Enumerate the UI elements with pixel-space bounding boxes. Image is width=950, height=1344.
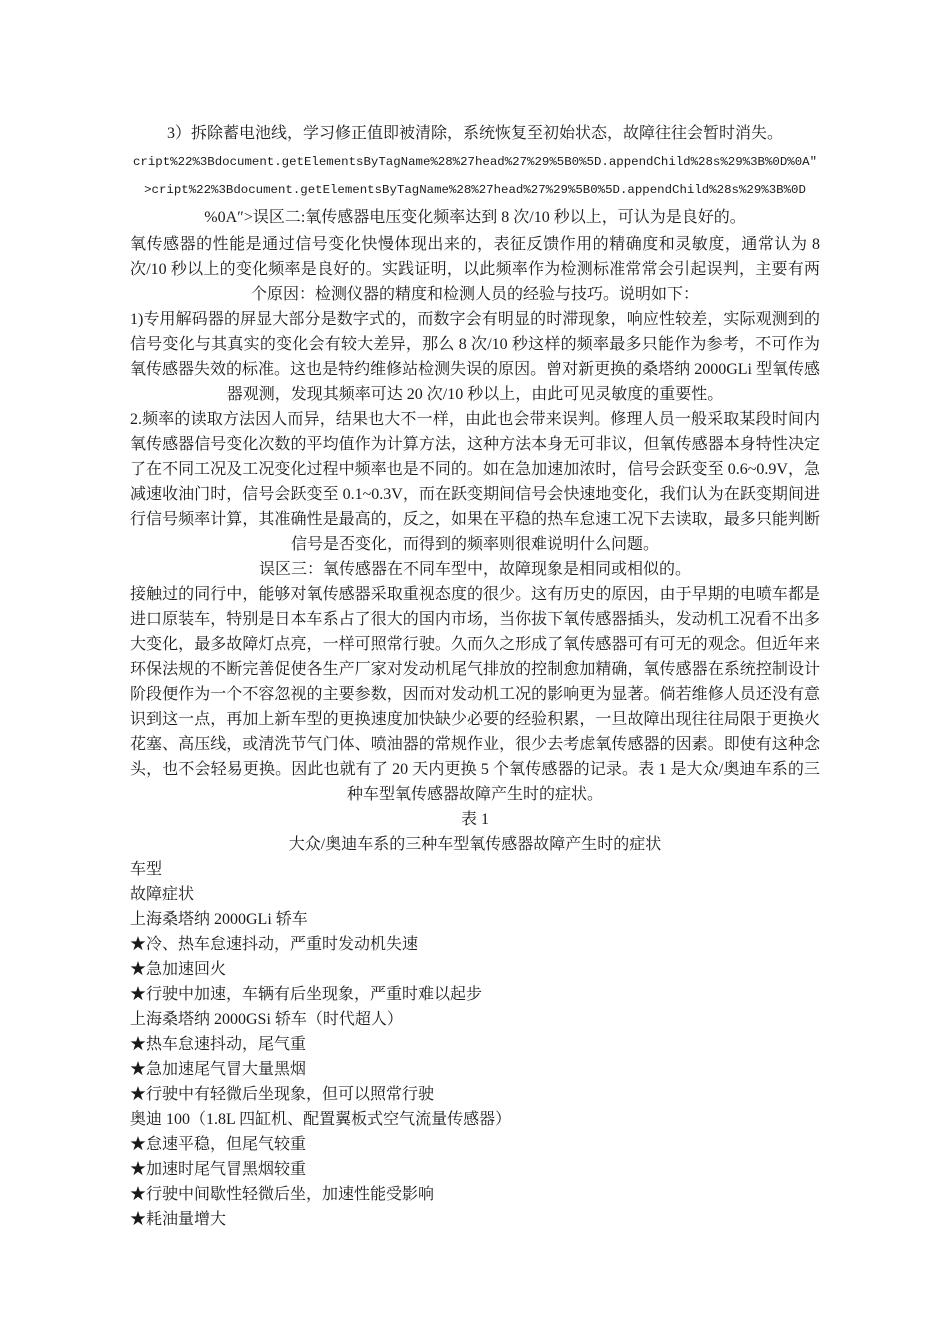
symptom-item: ★行驶中间歇性轻微后坐，加速性能受影响 (130, 1186, 435, 1203)
symptom-item: ★怠速平稳，但尾气较重 (130, 1136, 307, 1153)
symptom-item: ★耗油量增大 (130, 1211, 227, 1228)
column-header-symptom: 故障症状 (130, 886, 195, 903)
symptom-item: ★急加速回火 (130, 961, 227, 978)
symptom-item: ★急加速尾气冒大量黑烟 (130, 1061, 307, 1078)
symptom-table (130, 807, 820, 1232)
column-header-model: 车型 (130, 861, 163, 878)
row-model-santana-2000gsi: 上海桑塔纳 2000GSi 轿车（时代超人） (130, 1011, 403, 1028)
paragraph-battery-note: 3）拆除蓄电池线，学习修正值即被清除，系统恢复至初始状态，故障往往会暂时消失。 (166, 125, 783, 142)
symptom-item: ★冷、热车怠速抖动，严重时发动机失速 (130, 936, 419, 953)
article-body (130, 0, 820, 1232)
symptom-item: ★加速时尾气冒黑烟较重 (130, 1161, 307, 1178)
symptom-item: ★行驶中加速，车辆有后坐现象，严重时难以起步 (130, 986, 483, 1003)
heading-myth-2: %0A″>误区二:氧传感器电压变化频率达到 8 次/10 秒以上，可认为是良好的。 (204, 209, 746, 226)
symptom-item: ★行驶中有轻微后坐现象，但可以照常行驶 (130, 1086, 435, 1103)
row-model-audi-100: 奥迪 100（1.8L 四缸机、配置翼板式空气流量传感器） (130, 1111, 512, 1128)
paragraph-point-2-frequency: 2.频率的读取方法因人而异，结果也大不一样，由此也会带来误判。修理人员一般采取某段时间内氧传感器信号变化次数的平均值作为计算方法，这种方法本身无可非议，但氧传感器本身特性决定了在不同工况及工况变化过程中频率也是不同的。如在急加速加浓时，信号会跃变至 0.6~0.9V，急减速收油门时，信号会跃变至 0.1~0.3V，而在跃变期间信号会快速地变化，我们认为在跃变期间进行信号频率计算，其准确性是最高的，反之，如果在平稳的热车怠速工况下去读取，最多只能判断信号是否变化，而得到的频率则很难说明什么问题。 (130, 411, 820, 553)
code-fragment-line-1: cript%22%3Bdocument.getElementsByTagName%28%27head%27%29%5B0%5D.appendChild%28s%29%3B%0D%0A″ (132, 155, 818, 169)
row-model-santana-2000gli: 上海桑塔纳 2000GLi 轿车 (130, 911, 308, 928)
heading-myth-3: 误区三：氧传感器在不同车型中，故障现象是相同或相似的。 (258, 561, 691, 578)
paragraph-history-attitude: 接触过的同行中，能够对氧传感器采取重视态度的很少。这有历史的原因，由于早期的电喷车都是进口原装车，特别是日本车系占了很大的国内市场，当你拔下氧传感器插头，发动机工况看不出多大变化，最多故障灯点亮，一样可照常行驶。久而久之形成了氧传感器可有可无的观念。但近年来环保法规的不断完善促使各生产厂家对发动机尾气排放的控制愈加精确，氧传感器在系统控制设计阶段便作为一个不容忽视的主要参数，因而对发动机工况的影响更为显著。倘若维修人员还没有意识到这一点，再加上新车型的更换速度加快缺少必要的经验积累，一旦故障出现往往局限于更换火花塞、高压线，或清洗节气门体、喷油器的常规作业，很少去考虑氧传感器的因素。即使有这种念头，也不会轻易更换。因此也就有了 20 天内更换 5 个氧传感器的记录。表 1 是大众/奥迪车系的三种车型氧传感器故障产生时的症状。 (130, 586, 820, 803)
paragraph-sensor-performance: 氧传感器的性能是通过信号变化快慢体现出来的，表征反馈作用的精确度和灵敏度，通常认为 8 次/10 秒以上的变化频率是良好的。实践证明，以此频率作为检测标准常常会引起误判，主要有两个原因：检测仪器的精度和检测人员的经验与技巧。说明如下： (130, 236, 820, 303)
paragraph-point-1-decoder: 1)专用解码器的屏显大部分是数字式的，而数字会有明显的时滞现象，响应性较差，实际观测到的信号变化与其真实的变化会有较大差异，那么 8 次/10 秒这样的频率最多只能作为参考，不可作为氧传感器失效的标准。这也是特约维修站检测失误的原因。曾对新更换的桑塔纳 2000GLi 型氧传感器观测，发现其频率可达 20 次/10 秒以上，由此可见灵敏度的重要性。 (130, 311, 820, 403)
table-caption: 表 1 (460, 811, 489, 828)
code-fragment-line-2: >cript%22%3Bdocument.getElementsByTagName%28%27head%27%29%5B0%5D.appendChild%28s%29%3B%0D (144, 183, 806, 197)
symptom-item: ★热车怠速抖动，尾气重 (130, 1036, 307, 1053)
table-title: 大众/奥迪车系的三种车型氧传感器故障产生时的症状 (288, 836, 662, 853)
